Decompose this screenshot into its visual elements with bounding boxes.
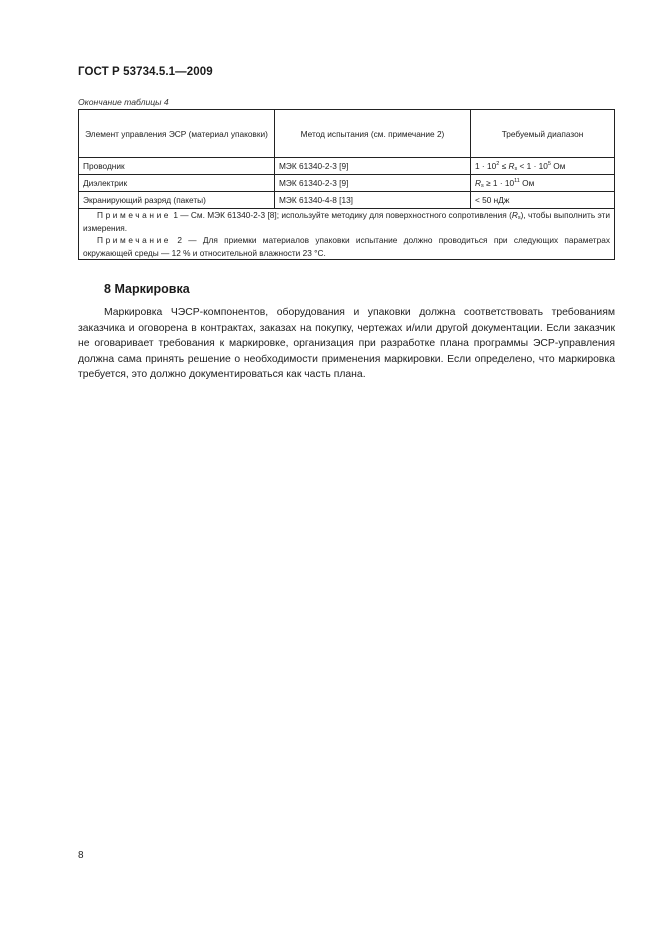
table-notes-row bbox=[79, 209, 615, 260]
resistance-subscript: s bbox=[481, 183, 484, 189]
cell-method: МЭК 61340-4-8 [13] bbox=[275, 192, 471, 209]
cell-method: МЭК 61340-2-3 [9] bbox=[275, 175, 471, 192]
table-header-row bbox=[79, 110, 615, 158]
range-lead: 1 · 10 bbox=[475, 161, 497, 171]
note-2-text: 2 — Для приемки материалов упаковки испытание должно проводиться при следующих параметрах окружающей среды — 12 % и относительной влажности 23 °С. bbox=[83, 235, 610, 258]
table-row bbox=[79, 175, 615, 192]
cell-element: Экранирующий разряд (пакеты) bbox=[79, 192, 275, 209]
cell-method: МЭК 61340-2-3 [9] bbox=[275, 158, 471, 175]
note-label: Примечание bbox=[97, 210, 172, 220]
cell-element: Проводник bbox=[79, 158, 275, 175]
range-unit: Ом bbox=[519, 178, 535, 188]
range-exponent: 5 bbox=[547, 161, 551, 167]
resistance-symbol: R bbox=[475, 178, 481, 188]
column-header-element: Элемент управления ЭСР (материал упаковки) bbox=[79, 110, 275, 158]
note-1 bbox=[83, 209, 610, 234]
note-2 bbox=[83, 234, 610, 259]
cell-range bbox=[471, 175, 615, 192]
table-notes bbox=[79, 209, 615, 260]
resistance-symbol: R bbox=[508, 161, 515, 171]
note-1-text-a: 1 — См. МЭК 61340-2-3 [8]; используйте методику для поверхностного сопротивления ( bbox=[171, 210, 512, 220]
range-unit: Ом bbox=[550, 161, 566, 171]
note-label: Примечание bbox=[97, 235, 172, 245]
column-header-method: Метод испытания (см. примечание 2) bbox=[275, 110, 471, 158]
column-header-range: Требуемый диапазон bbox=[471, 110, 615, 158]
table-row bbox=[79, 192, 615, 209]
cell-range: < 50 нДж bbox=[471, 192, 615, 209]
section-number: 8 bbox=[104, 282, 111, 296]
section-body bbox=[78, 305, 615, 383]
resistance-symbol: R bbox=[511, 210, 518, 220]
range-tail: < 1 · 10 bbox=[517, 161, 548, 171]
resistance-subscript: s bbox=[514, 166, 518, 172]
requirements-table bbox=[78, 109, 615, 260]
page-number: 8 bbox=[78, 850, 84, 861]
range-exponent: 11 bbox=[514, 178, 520, 184]
table-caption: Окончание таблицы 4 bbox=[78, 97, 169, 107]
section-heading bbox=[104, 282, 190, 296]
range-exponent: 2 bbox=[496, 161, 500, 167]
range-operator: ≥ 1 · 10 bbox=[483, 178, 515, 188]
document-code-header: ГОСТ Р 53734.5.1—2009 bbox=[78, 66, 213, 78]
range-operator: ≤ bbox=[499, 161, 509, 171]
section-paragraph: Маркировка ЧЭСР-компонентов, оборудования и упаковки должна соответствовать требованиям заказчика и оговорена в контрактах, заказах на покупку, чертежах и/или другой документации. Если заказчик не оговаривает требования к маркировке, организация при разработке плана программы ЭСР-управления должна сама принять решение о необходимости применения маркировки. Если определено, что маркировка требуется, это должно документироваться как часть плана. bbox=[78, 307, 615, 381]
table-row bbox=[79, 158, 615, 175]
cell-element: Диэлектрик bbox=[79, 175, 275, 192]
note-1-text-b: ), чтобы выполнить эти измерения. bbox=[83, 210, 610, 233]
section-title: Маркировка bbox=[114, 282, 190, 296]
cell-range bbox=[471, 158, 615, 175]
resistance-subscript: s bbox=[517, 215, 521, 221]
